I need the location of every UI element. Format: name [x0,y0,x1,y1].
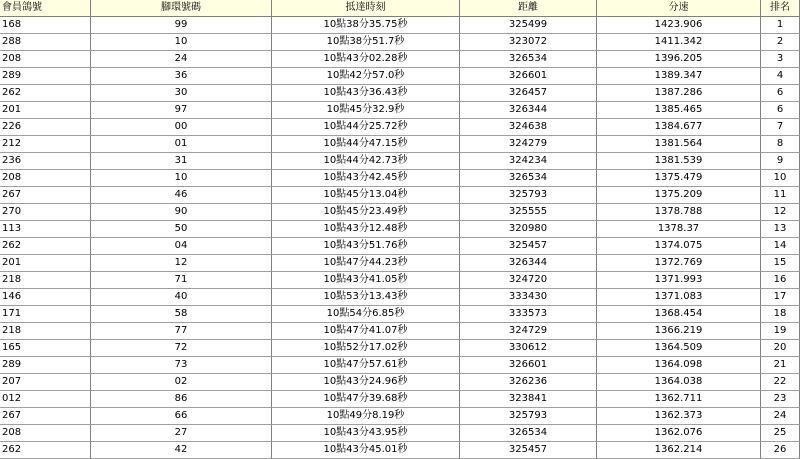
table-row[interactable] [0,425,800,442]
cell-arrival-time[interactable]: 10點47分41.07秒 [272,323,460,340]
table-row[interactable] [0,51,800,68]
table-row[interactable] [0,357,800,374]
cell-rank[interactable]: 13 [761,221,800,238]
cell-arrival-time[interactable]: 10點43分43.95秒 [272,425,460,442]
cell-arrival-time[interactable]: 10點43分36.43秒 [272,85,460,102]
cell-rank[interactable]: 16 [761,272,800,289]
cell-arrival-time[interactable]: 10點54分6.85秒 [272,306,460,323]
cell-member-id[interactable]: 289 [0,68,91,85]
cell-speed[interactable]: 1381.564 [597,136,761,153]
header-rank[interactable]: 排名 [761,0,800,17]
cell-ring-number[interactable]: 30 [91,85,272,102]
cell-ring-number[interactable]: 27 [91,425,272,442]
cell-arrival-time[interactable]: 10點45分13.04秒 [272,187,460,204]
cell-speed[interactable]: 1378.37 [597,221,761,238]
cell-ring-number[interactable]: 72 [91,340,272,357]
table-row[interactable] [0,187,800,204]
cell-distance[interactable]: 333430 [460,289,597,306]
cell-speed[interactable]: 1384.677 [597,119,761,136]
cell-arrival-time[interactable]: 10點38分51.7秒 [272,34,460,51]
cell-distance[interactable]: 325457 [460,442,597,459]
cell-member-id[interactable]: 208 [0,425,91,442]
cell-rank[interactable]: 6 [761,85,800,102]
cell-speed[interactable]: 1375.209 [597,187,761,204]
table-row[interactable] [0,442,800,459]
cell-rank[interactable]: 20 [761,340,800,357]
cell-speed[interactable]: 1364.038 [597,374,761,391]
cell-speed[interactable]: 1362.711 [597,391,761,408]
cell-arrival-time[interactable]: 10點43分24.96秒 [272,374,460,391]
cell-distance[interactable]: 326236 [460,374,597,391]
cell-member-id[interactable]: 012 [0,391,91,408]
cell-distance[interactable]: 323841 [460,391,597,408]
cell-rank[interactable]: 26 [761,442,800,459]
cell-distance[interactable]: 324729 [460,323,597,340]
table-row[interactable] [0,374,800,391]
cell-member-id[interactable]: 267 [0,187,91,204]
cell-member-id[interactable]: 270 [0,204,91,221]
cell-rank[interactable]: 23 [761,391,800,408]
cell-ring-number[interactable]: 99 [91,17,272,34]
cell-distance[interactable]: 326344 [460,255,597,272]
cell-ring-number[interactable]: 77 [91,323,272,340]
table-row[interactable] [0,289,800,306]
cell-arrival-time[interactable]: 10點45分32.9秒 [272,102,460,119]
header-ring-number[interactable]: 腳環號碼 [91,0,272,17]
cell-arrival-time[interactable]: 10點47分39.68秒 [272,391,460,408]
cell-ring-number[interactable]: 42 [91,442,272,459]
cell-rank[interactable]: 10 [761,170,800,187]
cell-arrival-time[interactable]: 10點43分42.45秒 [272,170,460,187]
table-row[interactable] [0,255,800,272]
cell-arrival-time[interactable]: 10點44分25.72秒 [272,119,460,136]
cell-rank[interactable]: 6 [761,102,800,119]
cell-distance[interactable]: 320980 [460,221,597,238]
cell-speed[interactable]: 1362.214 [597,442,761,459]
cell-distance[interactable]: 324638 [460,119,597,136]
cell-rank[interactable]: 2 [761,34,800,51]
cell-ring-number[interactable]: 36 [91,68,272,85]
cell-member-id[interactable]: 262 [0,85,91,102]
cell-speed[interactable]: 1381.539 [597,153,761,170]
header-speed[interactable]: 分速 [597,0,761,17]
cell-speed[interactable]: 1375.479 [597,170,761,187]
cell-distance[interactable]: 325555 [460,204,597,221]
cell-ring-number[interactable]: 12 [91,255,272,272]
cell-distance[interactable]: 323072 [460,34,597,51]
cell-member-id[interactable]: 113 [0,221,91,238]
table-row[interactable] [0,323,800,340]
grid-body [0,17,800,459]
cell-rank[interactable]: 24 [761,408,800,425]
cell-rank[interactable]: 19 [761,323,800,340]
cell-member-id[interactable]: 226 [0,119,91,136]
cell-arrival-time[interactable]: 10點47分57.61秒 [272,357,460,374]
table-row[interactable] [0,340,800,357]
table-row[interactable] [0,34,800,51]
cell-distance[interactable]: 325457 [460,238,597,255]
grid-header-row [0,0,800,17]
table-row[interactable] [0,238,800,255]
cell-ring-number[interactable]: 50 [91,221,272,238]
cell-member-id[interactable]: 289 [0,357,91,374]
cell-distance[interactable]: 326601 [460,68,597,85]
cell-rank[interactable]: 15 [761,255,800,272]
cell-ring-number[interactable]: 71 [91,272,272,289]
cell-distance[interactable]: 330612 [460,340,597,357]
cell-speed[interactable]: 1362.076 [597,425,761,442]
cell-arrival-time[interactable]: 10點52分17.02秒 [272,340,460,357]
cell-arrival-time[interactable]: 10點44分42.73秒 [272,153,460,170]
cell-speed[interactable]: 1371.993 [597,272,761,289]
cell-distance[interactable]: 324279 [460,136,597,153]
cell-rank[interactable]: 9 [761,153,800,170]
cell-arrival-time[interactable]: 10點42分57.0秒 [272,68,460,85]
cell-member-id[interactable]: 208 [0,170,91,187]
cell-distance[interactable]: 326534 [460,51,597,68]
cell-arrival-time[interactable]: 10點49分8.19秒 [272,408,460,425]
cell-arrival-time[interactable]: 10點43分51.76秒 [272,238,460,255]
cell-rank[interactable]: 11 [761,187,800,204]
cell-member-id[interactable]: 207 [0,374,91,391]
cell-ring-number[interactable]: 46 [91,187,272,204]
cell-distance[interactable]: 324234 [460,153,597,170]
cell-member-id[interactable]: 201 [0,255,91,272]
header-distance[interactable]: 距離 [460,0,597,17]
cell-member-id[interactable]: 262 [0,442,91,459]
table-row[interactable] [0,272,800,289]
cell-member-id[interactable]: 288 [0,34,91,51]
table-row[interactable] [0,136,800,153]
cell-ring-number[interactable]: 40 [91,289,272,306]
cell-arrival-time[interactable]: 10點45分23.49秒 [272,204,460,221]
cell-arrival-time[interactable]: 10點43分41.05秒 [272,272,460,289]
cell-speed[interactable]: 1411.342 [597,34,761,51]
cell-rank[interactable]: 22 [761,374,800,391]
cell-member-id[interactable]: 201 [0,102,91,119]
cell-ring-number[interactable]: 24 [91,51,272,68]
cell-arrival-time[interactable]: 10點53分13.43秒 [272,289,460,306]
table-row[interactable] [0,153,800,170]
cell-member-id[interactable]: 165 [0,340,91,357]
cell-rank[interactable]: 17 [761,289,800,306]
cell-arrival-time[interactable]: 10點38分35.75秒 [272,17,460,34]
table-row[interactable] [0,119,800,136]
cell-member-id[interactable]: 208 [0,51,91,68]
cell-rank[interactable]: 3 [761,51,800,68]
table-row[interactable] [0,17,800,34]
cell-speed[interactable]: 1423.906 [597,17,761,34]
cell-ring-number[interactable]: 58 [91,306,272,323]
cell-ring-number[interactable]: 90 [91,204,272,221]
cell-speed[interactable]: 1389.347 [597,68,761,85]
cell-rank[interactable]: 25 [761,425,800,442]
cell-rank[interactable]: 12 [761,204,800,221]
cell-distance[interactable]: 325793 [460,408,597,425]
cell-distance[interactable]: 326534 [460,425,597,442]
cell-ring-number[interactable]: 10 [91,170,272,187]
cell-distance[interactable]: 326534 [460,170,597,187]
cell-distance[interactable]: 325793 [460,187,597,204]
cell-ring-number[interactable]: 86 [91,391,272,408]
cell-ring-number[interactable]: 66 [91,408,272,425]
table-row[interactable] [0,391,800,408]
cell-speed[interactable]: 1396.205 [597,51,761,68]
cell-ring-number[interactable]: 10 [91,34,272,51]
cell-speed[interactable]: 1364.509 [597,340,761,357]
cell-member-id[interactable]: 146 [0,289,91,306]
table-row[interactable] [0,170,800,187]
cell-ring-number[interactable]: 01 [91,136,272,153]
cell-speed[interactable]: 1366.219 [597,323,761,340]
cell-distance[interactable]: 324720 [460,272,597,289]
cell-ring-number[interactable]: 00 [91,119,272,136]
cell-rank[interactable]: 18 [761,306,800,323]
cell-ring-number[interactable]: 02 [91,374,272,391]
cell-distance[interactable]: 326457 [460,85,597,102]
cell-speed[interactable]: 1362.373 [597,408,761,425]
table-row[interactable] [0,408,800,425]
cell-rank[interactable]: 14 [761,238,800,255]
cell-arrival-time[interactable]: 10點43分12.48秒 [272,221,460,238]
table-row[interactable] [0,306,800,323]
cell-rank[interactable]: 1 [761,17,800,34]
cell-ring-number[interactable]: 73 [91,357,272,374]
cell-speed[interactable]: 1385.465 [597,102,761,119]
table-row[interactable] [0,68,800,85]
cell-arrival-time[interactable]: 10點43分45.01秒 [272,442,460,459]
cell-member-id[interactable]: 267 [0,408,91,425]
cell-member-id[interactable]: 212 [0,136,91,153]
cell-speed[interactable]: 1372.769 [597,255,761,272]
cell-member-id[interactable]: 218 [0,272,91,289]
cell-distance[interactable]: 333573 [460,306,597,323]
cell-speed[interactable]: 1368.454 [597,306,761,323]
cell-member-id[interactable]: 168 [0,17,91,34]
cell-distance[interactable]: 325499 [460,17,597,34]
table-row[interactable] [0,102,800,119]
cell-speed[interactable]: 1378.788 [597,204,761,221]
cell-speed[interactable]: 1364.098 [597,357,761,374]
cell-speed[interactable]: 1387.286 [597,85,761,102]
table-row[interactable] [0,204,800,221]
table-row[interactable] [0,85,800,102]
cell-member-id[interactable]: 262 [0,238,91,255]
cell-member-id[interactable]: 218 [0,323,91,340]
table-row[interactable] [0,221,800,238]
header-member-id[interactable]: 會員鴿號 [0,0,91,17]
cell-speed[interactable]: 1371.083 [597,289,761,306]
cell-arrival-time[interactable]: 10點44分47.15秒 [272,136,460,153]
cell-rank[interactable]: 7 [761,119,800,136]
cell-arrival-time[interactable]: 10點47分44.23秒 [272,255,460,272]
cell-speed[interactable]: 1374.075 [597,238,761,255]
cell-member-id[interactable]: 236 [0,153,91,170]
cell-rank[interactable]: 8 [761,136,800,153]
cell-distance[interactable]: 326344 [460,102,597,119]
cell-ring-number[interactable]: 04 [91,238,272,255]
cell-rank[interactable]: 21 [761,357,800,374]
cell-distance[interactable]: 326601 [460,357,597,374]
header-arrival-time[interactable]: 抵達時刻 [272,0,460,17]
cell-ring-number[interactable]: 31 [91,153,272,170]
cell-arrival-time[interactable]: 10點43分02.28秒 [272,51,460,68]
cell-rank[interactable]: 4 [761,68,800,85]
cell-ring-number[interactable]: 97 [91,102,272,119]
cell-member-id[interactable]: 171 [0,306,91,323]
